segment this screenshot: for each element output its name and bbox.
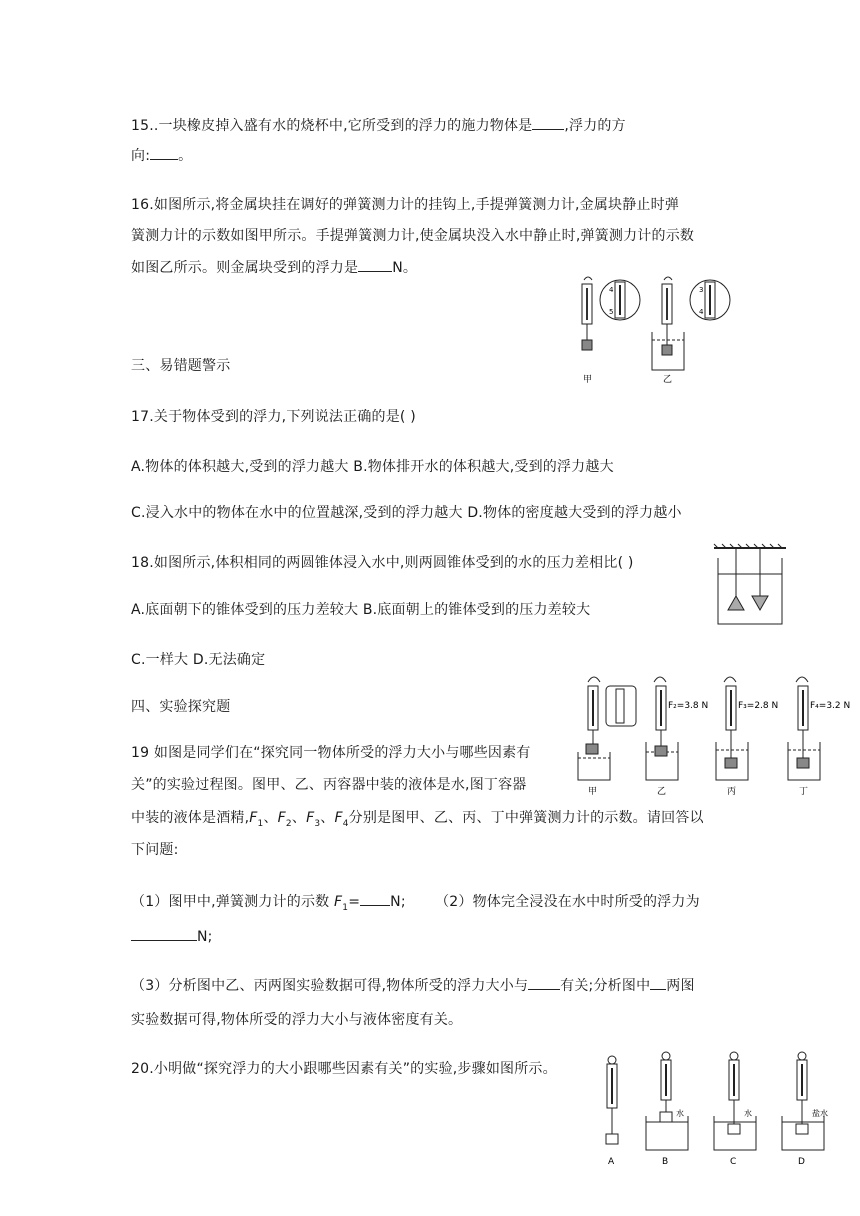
q16-line1: 16.如图所示,将金属块挂在调好的弹簧测力计的挂钩上,手提弹簧测力计,金属块静止时弹 [131, 197, 680, 213]
q18-figure [712, 544, 788, 626]
q20-label-a: A [608, 1157, 615, 1167]
q15-text-3: 向: [131, 148, 151, 164]
section-3-heading: 三、易错题警示 [131, 358, 231, 374]
q16-label-yi: 乙 [663, 375, 673, 385]
q16-scale-b-bottom: 4 [699, 308, 704, 316]
q15-blank-2[interactable] [150, 145, 178, 160]
q20-label-b: B [662, 1157, 669, 1167]
q19-label-yi: 乙 [657, 787, 667, 797]
q20-label-c: C [730, 1157, 737, 1167]
q19-sub1-text: （1）图甲中,弹簧测力计的示数 [131, 894, 335, 910]
q18-stem: 18.如图所示,体积相同的两圆锥体浸入水中,则两圆锥体受到的水的压力差相比( ) [131, 555, 634, 571]
q19-sub-1-2 [131, 891, 700, 918]
q16-line3 [131, 257, 417, 278]
q19-sub1-blank[interactable] [360, 891, 390, 906]
q16-text: 如图乙所示。则金属块受到的浮力是 [131, 260, 359, 276]
q19-text-2: 分别是图甲、乙、丙、丁中弹簧测力计的示数。请回答以 [348, 810, 704, 826]
q19-sub3-text-3: 两图 [666, 978, 695, 994]
q16-line2: 簧测力计的示数如图甲所示。手提弹簧测力计,使金属块没入水中静止时,弹簧测力计的示数 [131, 228, 695, 244]
q19-forces: $F_1$、$F_2$、$F_3$、$F_4$ [249, 810, 349, 829]
q15-blank-1[interactable] [532, 115, 564, 130]
q17-options-cd: C.浸入水中的物体在水中的位置越深,受到的浮力越大 D.物体的密度越大受到的浮力越小 [131, 505, 682, 521]
q15-line1 [131, 115, 626, 136]
q20-line1: 20.小明做“探究浮力的大小跟哪些因素有关”的实验,步骤如图所示。 [131, 1061, 557, 1077]
q19-sub3-line1 [131, 975, 695, 996]
q19-line4: 下问题: [131, 842, 179, 858]
q16-blank[interactable] [358, 257, 392, 272]
q19-line3 [131, 808, 704, 834]
q16-scale-a-top: 4 [609, 286, 614, 294]
q19-sub3-blank-2[interactable] [650, 975, 666, 990]
q19-line1: 19 如图是同学们在“探究同一物体所受的浮力大小与哪些因素有 [131, 745, 531, 761]
q20-figure [590, 1050, 840, 1168]
q17-stem: 17.关于物体受到的浮力,下列说法正确的是( ) [131, 409, 416, 425]
q19-label-bing: 丙 [727, 787, 737, 797]
q19-reading-bing: F₃=2.8 N [738, 701, 779, 711]
q15-text-2: ,浮力的方 [564, 118, 626, 134]
q20-label-d: D [798, 1157, 805, 1167]
q15-text: 15..一块橡皮掉入盛有水的烧杯中,它所受到的浮力的施力物体是 [131, 118, 533, 134]
q17-options-ab: A.物体的体积越大,受到的浮力越大 B.物体排开水的体积越大,受到的浮力越大 [131, 459, 614, 475]
q19-f1: $F_1=$ [334, 894, 361, 913]
q20-liquid-c: 水 [744, 1109, 752, 1118]
q18-options-cd: C.一样大 D.无法确定 [131, 652, 266, 668]
q19-label-jia: 甲 [588, 787, 598, 797]
q16-label-jia: 甲 [583, 375, 593, 385]
q19-sub2-unit: N; [197, 929, 213, 945]
q19-line2: 关”的实验过程图。图甲、乙、丙容器中装的液体是水,图丁容器 [131, 777, 527, 793]
q15-text-4: 。 [178, 148, 193, 164]
q20-liquid-b: 水 [676, 1109, 684, 1118]
q16-scale-a-bottom: 5 [609, 308, 614, 316]
section-4-heading: 四、实验探究题 [131, 699, 231, 715]
q16-unit: N。 [392, 260, 418, 276]
q19-figure [570, 668, 851, 798]
q16-figure [570, 270, 750, 385]
q19-sub2-text: （2）物体完全浸没在水中时所受的浮力为 [435, 894, 700, 910]
q19-sub2-line2 [131, 926, 213, 947]
q19-sub2-blank[interactable] [131, 926, 197, 941]
q15-line2 [131, 145, 192, 166]
q19-reading-ding: F₄=3.2 N [810, 701, 851, 711]
q19-sub1-unit: N; [390, 894, 406, 910]
q18-options-ab: A.底面朝下的锥体受到的压力差较大 B.底面朝上的锥体受到的压力差较大 [131, 602, 591, 618]
q19-sub3-line2: 实验数据可得,物体所受的浮力大小与液体密度有关。 [131, 1012, 463, 1028]
q19-sub3-text-2: 有关;分析图中 [560, 978, 651, 994]
q16-scale-b-top: 3 [699, 286, 704, 294]
q20-liquid-d: 盐水 [812, 1109, 828, 1118]
q19-sub3-blank-1[interactable] [528, 975, 560, 990]
q19-sub3-text: （3）分析图中乙、丙两图实验数据可得,物体所受的浮力大小与 [131, 978, 529, 994]
q19-text: 中装的液体是酒精, [131, 810, 250, 826]
q19-label-ding: 丁 [799, 787, 809, 797]
q19-reading-yi: F₂=3.8 N [668, 701, 709, 711]
